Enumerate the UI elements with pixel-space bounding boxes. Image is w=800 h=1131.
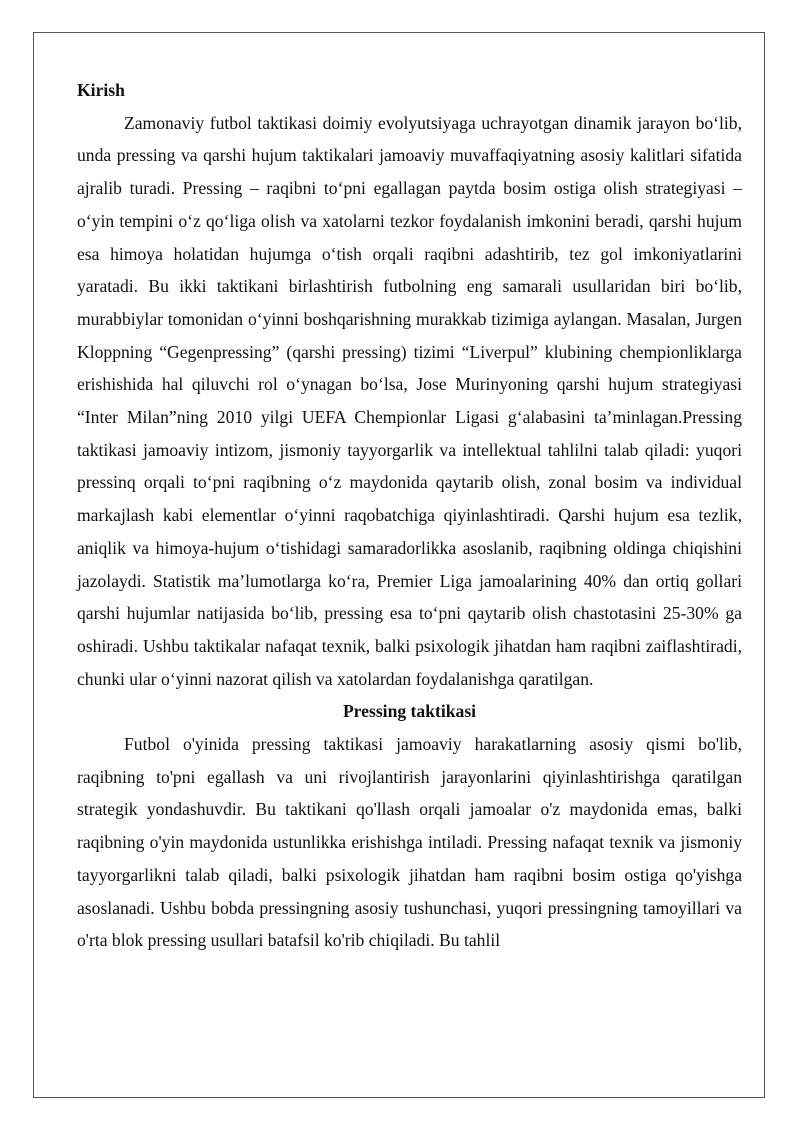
intro-paragraph: Zamonaviy futbol taktikasi doimiy evolyutsiyaga uchrayotgan dinamik jarayon bo‘lib, unda pressing va qarshi hujum taktikalari jamoaviy muvaffaqiyatning asosiy kalitlari sifatida ajralib turadi. Pressing – raqibni to‘pni egallagan paytda bosim ostiga olish strategiyasi – o‘yin tempini o‘z qo‘liga olish va xatolarni tezkor foydalanish imkonini beradi, qarshi hujum esa himoya holatidan hujumga o‘tish orqali raqibni adashtirib, tez gol imkoniyatlarini yaratadi. Bu ikki taktikani birlashtirish futbolning eng samarali usullaridan biri bo‘lib, murabbiylar tomonidan o‘yinni boshqarishning murakkab tizimiga aylangan. Masalan, Jurgen Kloppning “Gegenpressing” (qarshi pressing) tizimi “Liverpul” klubining chempionliklarga erishishida hal qiluvchi rol o‘ynagan bo‘lsa, Jose Murinyoning qarshi hujum strategiyasi “Inter Milan”ning 2010 yilgi UEFA Chempionlar Ligasi g‘alabasini ta’minlagan.Pressing taktikasi jamoaviy intizom, jismoniy tayyorgarlik va intellektual tahlilni talab qiladi: yuqori pressinq orqali to‘pni raqibning o‘z maydonida qaytarib olish, zonal bosim va individual markajlash kabi elementlar o‘yinni raqobatchiga qiyinlashtiradi. Qarshi hujum esa tezlik, aniqlik va himoya-hujum o‘tishidagi samaradorlikka asoslanib, raqibning oldinga chiqishini jazolaydi. Statistik ma’lumotlarga ko‘ra, Premier Liga jamoalarining 40% dan ortiq gollari qarshi hujumlar natijasida bo‘lib, pressing esa to‘pni qaytarib olish chastotasini 25-30% ga oshiradi. Ushbu taktikalar nafaqat texnik, balki psixologik jihatdan ham raqibni zaiflashtiradi, chunki ular o‘yinni nazorat qilish va xatolardan foydalanishga qaratilgan. xyxy=(77,112,742,689)
section-heading-pressing: Pressing taktikasi xyxy=(342,701,477,722)
pressing-paragraph: Futbol o'yinida pressing taktikasi jamoaviy harakatlarning asosiy qismi bo'lib, raqibning to'pni egallash va uni rivojlantirish jarayonlarini qiyinlashtirishga qaratilgan strategik yondashuvdir. Bu taktikani qo'llash orqali jamoalar o'z maydonida emas, balki raqibning o'yin maydonida ustunlikka erishishga intiladi. Pressing nafaqat texnik va jismoniy tayyorgarlikni talab qiladi, balki psixologik jihatdan ham raqibni bosim ostiga qo'yishga asoslanadi. Ushbu bobda pressingning asosiy tushunchasi, yuqori pressingning tamoyillari va o'rta blok pressing usullari batafsil ko'rib chiqiladi. Bu tahlil xyxy=(77,734,742,951)
section-heading-kirish: Kirish xyxy=(77,80,125,100)
document-body xyxy=(77,74,742,957)
